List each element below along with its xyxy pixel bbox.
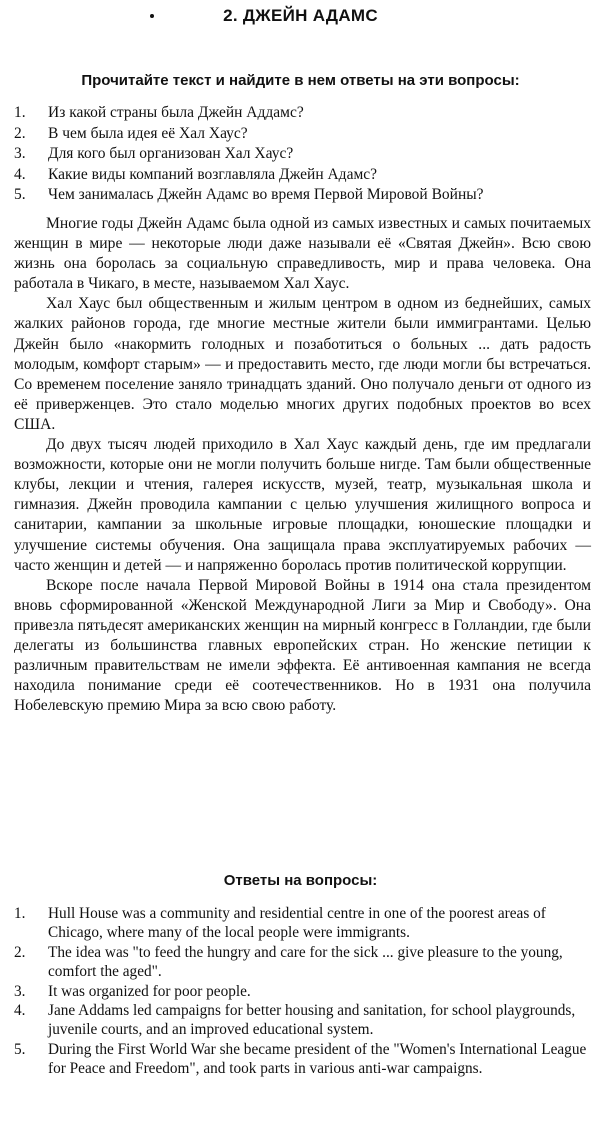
- list-item: 5. During the First World War she became president of the "Women's International League for Peace and Freedom", and took parts in various anti-war campaigns.: [14, 1040, 587, 1078]
- page-title: 2. ДЖЕЙН АДАМС: [223, 6, 378, 25]
- questions-list: [14, 103, 589, 206]
- answers-list: [14, 904, 589, 1079]
- paragraph: До двух тысяч людей приходило в Хал Хаус каждый день, где им предлагали возможности, которые они не могли получить больше нигде. Там были общественные клубы, лекции и чтения, галерея искусств, музей, театр, музыкальная школа и гимназия. Джейн проводила кампании с целью улучшения жилищного вопроса и санитарии, кампании за школьные игровые площадки, юношеские площадки и улучшение системы обучения. Она защищала права эксплуатируемых рабочих — часто женщин и детей — и напряженно боролась против политической коррупции.: [14, 436, 591, 574]
- paragraph: Многие годы Джейн Адамс была одной из самых известных и самых почитаемых женщин в мире — некоторые люди даже называли её «Святая Джейн». Всю свою жизнь она боролась за социальную справедливость, мир и права человека. Она работала в Чикаго, в месте, называемом Хал Хаус.: [14, 215, 591, 293]
- list-item: 5. Чем занималась Джейн Адамс во время Первой Мировой Войны?: [14, 186, 484, 203]
- list-item: 2. В чем была идея её Хал Хаус?: [14, 124, 248, 142]
- list-item: 3. It was organized for poor people.: [14, 982, 251, 1000]
- paragraph: Хал Хаус был общественным и жилым центром в одном из беднейших, самых жалких районов города, где многие местные жители были иммигрантами. Целью Джейн было «накормить голодных и позаботиться о больных ... дать радость молодым, комфорт старым» — и предоставить место, где люди могли бы встречаться. Со временем поселение заняло тринадцать зданий. Оно получало деньги от одного из её приверженцев. Это стало моделью многих других подобных проектов во всех США.: [14, 295, 591, 433]
- list-item: 1. Из какой страны была Джейн Аддамс?: [14, 104, 304, 121]
- answers-heading: Ответы на вопросы:: [223, 872, 378, 889]
- list-item: 1. Hull House was a community and residential centre in one of the poorest areas of Chicago, where many of the local people were immigrants.: [14, 905, 546, 942]
- article-body: [14, 214, 591, 716]
- questions-heading: Прочитайте текст и найдите в нем ответы на эти вопросы:: [81, 72, 520, 89]
- paragraph: Вскоре после начала Первой Мировой Войны в 1914 она стала президентом вновь сформированной «Женской Международной Лиги за Мир и Свободу». Она привезла пятьдесят американских женщин на мирный конгресс в Голландии, где были делегаты из большинства главных европейских стран. Но женские петиции к различным правительствам не имели эффекта. Её антивоенная кампания не всегда находила понимание среди её соотечественников. Но в 1931 она получила Нобелевскую премию Мира за всю свою работу.: [14, 576, 591, 715]
- list-item: 3. Для кого был организован Хал Хаус?: [14, 145, 294, 162]
- list-item: 2. The idea was "to feed the hungry and care for the sick ... give pleasure to the young, comfort the aged".: [14, 943, 563, 981]
- list-item: 4. Jane Addams led campaigns for better housing and sanitation, for school playgrounds, juvenile courts, and an improved educational system.: [14, 1002, 576, 1039]
- list-item: 4. Какие виды компаний возглавляла Джейн Адамс?: [14, 165, 378, 183]
